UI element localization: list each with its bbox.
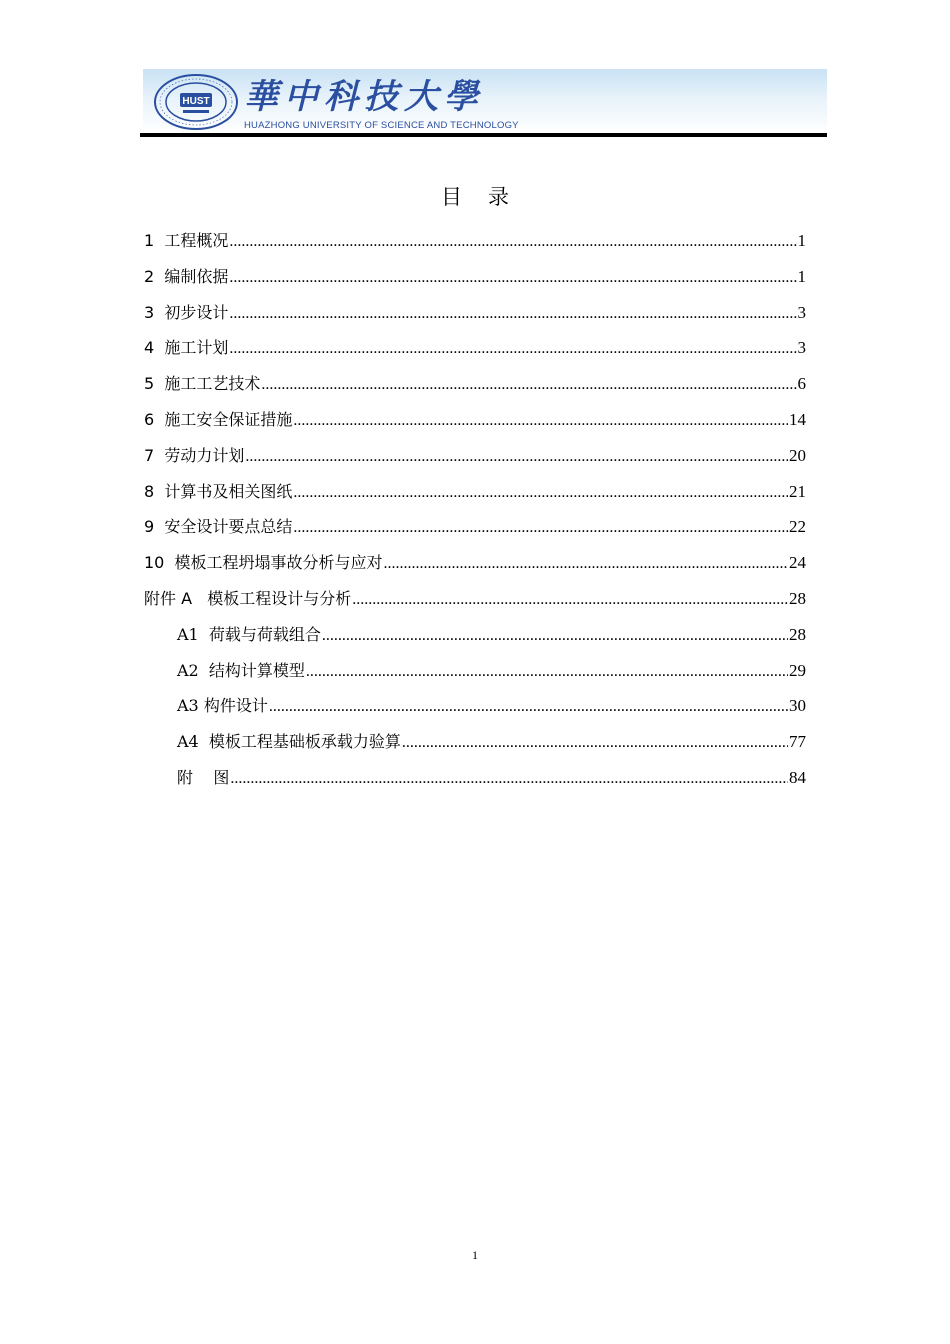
toc-entry-label: A2 结构计算模型 <box>177 661 305 680</box>
toc-entry-page: 1 <box>797 267 806 286</box>
toc-entry-label: A1 荷载与荷载组合 <box>177 625 321 644</box>
toc-leader <box>402 728 788 758</box>
toc-entry-page: 22 <box>789 517 806 536</box>
university-name-en: HUAZHONG UNIVERSITY OF SCIENCE AND TECHNOLOGY <box>244 120 519 131</box>
toc-entry-page: 24 <box>789 553 806 572</box>
toc-entry-page: 30 <box>789 696 806 715</box>
toc-title-part2: 录 <box>488 185 509 209</box>
toc-entry[interactable] <box>144 405 806 435</box>
header-divider <box>140 133 827 137</box>
toc-entry-page: 21 <box>789 482 806 501</box>
toc-entry-label: A4 模板工程基础板承载力验算 <box>177 732 401 751</box>
toc-subentry[interactable] <box>177 763 806 793</box>
toc-leader <box>322 621 788 651</box>
toc-leader <box>306 657 788 687</box>
toc-entry-label: 5 施工工艺技术 <box>144 374 261 393</box>
toc-leader <box>230 764 788 794</box>
university-name-cn: 華中科技大學 <box>244 77 484 117</box>
toc-subentry[interactable] <box>177 727 806 757</box>
toc-entry[interactable] <box>144 477 806 507</box>
toc-entry-page: 77 <box>789 732 806 751</box>
toc-entry[interactable] <box>144 333 806 363</box>
toc-entry[interactable] <box>144 584 806 614</box>
toc-entry-label: 4 施工计划 <box>144 338 229 357</box>
page-number: 1 <box>472 1248 478 1262</box>
toc-entry-label: 附 图 <box>177 768 230 787</box>
toc-entry-page: 28 <box>789 589 806 608</box>
toc-leader <box>293 513 788 543</box>
toc-subentry[interactable] <box>177 656 806 686</box>
toc-entry-label: 8 计算书及相关图纸 <box>144 482 293 501</box>
toc-entry-page: 1 <box>797 231 806 250</box>
toc-entry-page: 3 <box>797 303 806 322</box>
toc-title <box>0 182 950 212</box>
toc-leader <box>293 478 788 508</box>
toc-leader <box>293 406 788 436</box>
toc-subentry[interactable] <box>177 691 806 721</box>
toc-leader <box>261 370 796 400</box>
toc-entry[interactable] <box>144 298 806 328</box>
toc-leader <box>352 585 788 615</box>
toc-entry-page: 6 <box>797 374 806 393</box>
toc-entry-label: 1 工程概况 <box>144 231 229 250</box>
toc-entry[interactable] <box>144 441 806 471</box>
toc-leader <box>229 263 796 293</box>
toc-entry-page: 20 <box>789 446 806 465</box>
toc-subentry[interactable] <box>177 620 806 650</box>
toc-leader <box>229 334 796 364</box>
toc-leader <box>269 692 788 722</box>
toc-entry-page: 84 <box>789 768 806 787</box>
toc-entry-label: 6 施工安全保证措施 <box>144 410 293 429</box>
toc-entry-label: 附件 A 模板工程设计与分析 <box>144 589 352 608</box>
toc-entry-page: 28 <box>789 625 806 644</box>
toc-entry-label: 2 编制依据 <box>144 267 229 286</box>
toc-entry-page: 14 <box>789 410 806 429</box>
toc-leader <box>384 549 788 579</box>
toc-entry[interactable] <box>144 512 806 542</box>
emblem-text: HUST <box>182 96 210 107</box>
toc-entry-label: 9 安全设计要点总结 <box>144 517 293 536</box>
toc-entry[interactable] <box>144 226 806 256</box>
toc-entry[interactable] <box>144 369 806 399</box>
toc-leader <box>229 299 796 329</box>
toc-title-part1: 目 <box>441 185 462 209</box>
university-emblem-icon <box>153 73 239 131</box>
toc-entry-label: A3 构件设计 <box>177 696 268 715</box>
toc-entry-label: 7 劳动力计划 <box>144 446 245 465</box>
toc-leader <box>229 227 796 257</box>
toc-entry-page: 29 <box>789 661 806 680</box>
toc-entry-label: 3 初步设计 <box>144 303 229 322</box>
toc-leader <box>245 442 788 472</box>
toc-entry[interactable] <box>144 548 806 578</box>
toc-entry[interactable] <box>144 262 806 292</box>
toc-entry-label: 10 模板工程坍塌事故分析与应对 <box>144 553 383 572</box>
toc-entry-page: 3 <box>797 338 806 357</box>
